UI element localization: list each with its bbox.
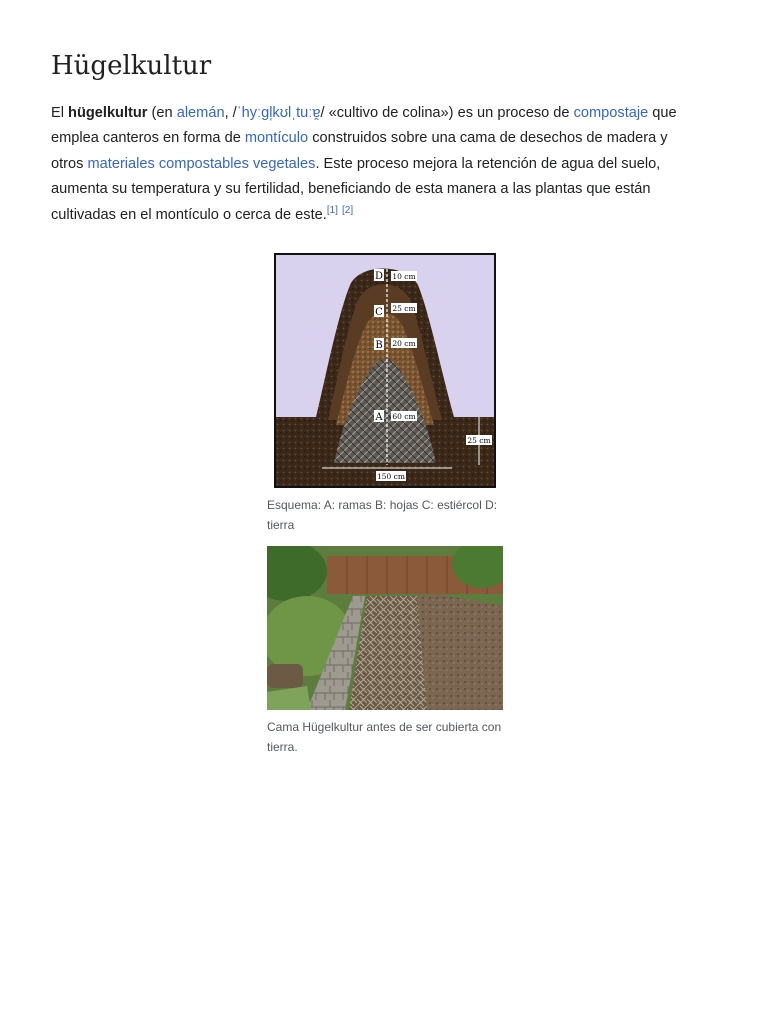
lead-text: , / (224, 104, 237, 121)
measure-width: 150 cm (376, 472, 406, 481)
link-materiales-compostables-vegetales[interactable]: materiales compostables vegetales (87, 155, 316, 172)
measure-a: 60 cm (392, 412, 416, 421)
diagram-caption: Esquema: A: ramas B: hojas C: estiércol D: tierra (267, 498, 498, 532)
lead-text: construidos sobre una cama de desechos de madera y otros (51, 130, 668, 172)
lead-text: El (51, 104, 69, 121)
lead-paragraph (51, 101, 701, 229)
measure-ground: 25 cm (467, 436, 491, 445)
term-bold: hügelkultur (68, 104, 148, 121)
layer-label-d: D (374, 271, 384, 282)
reference-link[interactable]: [2] (342, 204, 354, 216)
measure-d: 10 cm (392, 272, 416, 281)
link-alemán[interactable]: alemán (176, 104, 225, 121)
hugelkultur-diagram[interactable] (274, 253, 496, 488)
layer-label-c: C (375, 307, 383, 318)
measure-c: 25 cm (392, 304, 416, 313)
photo-figure (267, 546, 505, 757)
reference-sup (342, 205, 353, 216)
page-title: Hügelkultur (51, 51, 212, 81)
reference-link[interactable]: [1] (326, 204, 338, 216)
lead-text: (en (147, 104, 177, 121)
photo-caption: Cama Hügelkultur antes de ser cubierta con tierra. (267, 720, 502, 754)
layer-label-b: B (375, 340, 383, 351)
link-hy-l-k-l-tu[interactable]: ˈhyːɡl̩kʊlˌtuːɐ̯ (236, 104, 321, 121)
lead-text: / «cultivo de colina») es un proceso de (320, 104, 574, 121)
reference-sup (327, 205, 338, 216)
hugelkultur-photo[interactable] (267, 546, 503, 710)
lead-text: que emplea canteros en forma de (51, 104, 677, 147)
link-compostaje[interactable]: compostaje (573, 104, 649, 121)
lead-text: . Este proceso mejora la retención de agua del suelo, aumenta su temperatura y su fertilidad, beneficiando de esta manera a las plantas que están cultivadas en el montículo o cerca de este. (51, 155, 661, 223)
layer-label-a: A (375, 412, 383, 423)
measure-b: 20 cm (392, 339, 416, 348)
link-montículo[interactable]: montículo (244, 130, 309, 147)
diagram-figure (267, 253, 505, 535)
article-content (51, 50, 701, 228)
